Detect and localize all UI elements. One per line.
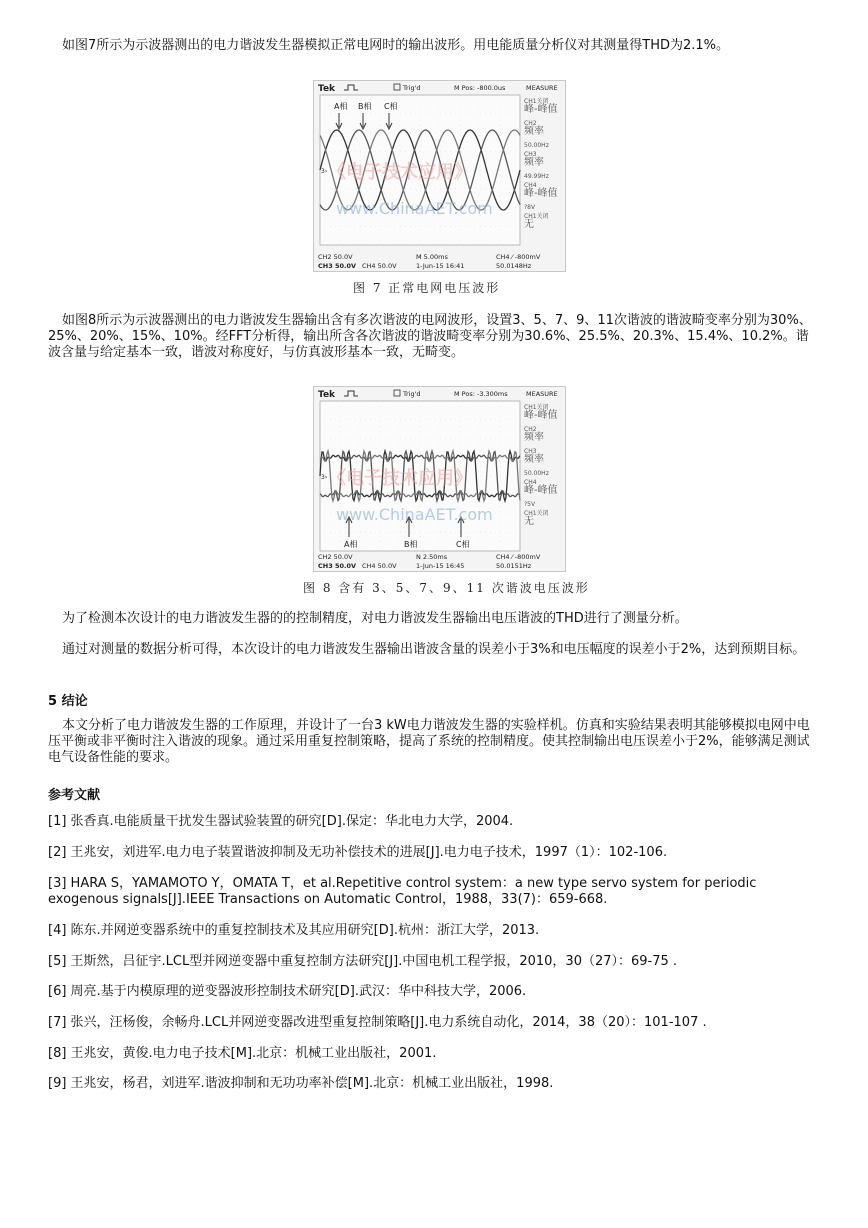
side-menu-item: CH1关闭 bbox=[524, 98, 549, 105]
watermark-cn: 《电子技术应用》 bbox=[328, 468, 472, 489]
reference-item: [9] 王兆安，杨君，刘进军.谐波抑制和无功功率补偿[M].北京：机械工业出版社，1998. bbox=[48, 1076, 554, 1091]
paragraph-conclusion: 本文分析了电力谐波发生器的工作原理，并设计了一台3 kW电力谐波发生器的实验样机。仿真和实验结果表明其能够模拟电网中电压平衡或非平衡时注入谐波的现象。通过采用重复控制策略，提高了系统的控制精度。使其控制输出电压误差小于2%，能够满足测试电气设备性能的要求。 bbox=[48, 718, 810, 765]
side-menu-item: ?5V bbox=[524, 501, 536, 508]
scope-8-graphic bbox=[314, 387, 565, 571]
side-menu-item: 峰-峰值 bbox=[524, 410, 558, 421]
side-menu-item: 频率 bbox=[524, 157, 544, 168]
side-menu-item: 无 bbox=[524, 516, 534, 527]
oscilloscope-figure-7 bbox=[313, 80, 566, 272]
phase-label-3: C相 bbox=[456, 540, 470, 549]
scope-trig-status: Trig'd bbox=[403, 390, 421, 398]
channel-marker: 3› bbox=[321, 474, 328, 481]
section-heading-references: 参考文献 bbox=[48, 788, 101, 803]
reference-item: [2] 王兆安，刘进军.电力电子装置谐波抑制及无功补偿技术的进展[J].电力电子技术，1997（1）：102-106. bbox=[48, 845, 668, 860]
bottom-trigger-level: CH4 ⁄ -800mV bbox=[496, 553, 541, 561]
figure-8-caption: 图 8 含有 3、5、7、9、11 次谐波电压波形 bbox=[303, 581, 590, 595]
phase-label-2: B相 bbox=[358, 102, 372, 111]
phase-label-3: C相 bbox=[384, 102, 398, 111]
phase-label-1: A相 bbox=[334, 102, 348, 111]
side-menu-item: 49.99Hz bbox=[524, 173, 549, 180]
channel-marker: 3› bbox=[321, 168, 328, 175]
scope-7-graphic bbox=[314, 81, 565, 271]
scope-mpos: M Pos: -3.300ms bbox=[454, 390, 508, 398]
trig-box-icon bbox=[394, 84, 400, 90]
paragraph-fig7-intro: 如图7所示为示波器测出的电力谐波发生器模拟正常电网时的输出波形。用电能质量分析仪对其测量得THD为2.1%。 bbox=[62, 38, 730, 53]
reference-item: [7] 张兴，汪杨俊，余畅舟.LCL并网逆变器改进型重复控制策略[J].电力系统自动化，2014，38（20）：101-107 . bbox=[48, 1015, 707, 1030]
bottom-ch4: CH4 50.0V bbox=[362, 562, 397, 570]
section-heading-conclusion: 5 结论 bbox=[48, 694, 88, 709]
side-menu-item: CH4 bbox=[524, 479, 537, 486]
scope-brand: Tek bbox=[318, 84, 336, 94]
side-menu-item: CH1关闭 bbox=[524, 510, 549, 517]
side-menu-item: 峰-峰值 bbox=[524, 188, 558, 199]
trig-box-icon bbox=[394, 390, 400, 396]
side-menu-item: 峰-峰值 bbox=[524, 485, 558, 496]
phase-label-2: B相 bbox=[404, 540, 418, 549]
side-menu-item: 频率 bbox=[524, 126, 544, 137]
reference-item: [8] 王兆安，黄俊.电力电子技术[M].北京：机械工业出版社，2001. bbox=[48, 1046, 437, 1061]
bottom-ch4: CH4 50.0V bbox=[362, 262, 397, 270]
side-menu-item: CH4 bbox=[524, 182, 537, 189]
scope-measure-label: MEASURE bbox=[526, 84, 558, 92]
paragraph-analysis-result: 通过对测量的数据分析可得，本次设计的电力谐波发生器输出谐波含量的误差小于3%和电压幅度的误差小于2%，达到预期目标。 bbox=[62, 642, 806, 657]
oscilloscope-figure-8 bbox=[313, 386, 566, 572]
side-menu-item: CH1关闭 bbox=[524, 404, 549, 411]
scope-measure-label: MEASURE bbox=[526, 390, 558, 398]
trigger-icon bbox=[344, 85, 358, 90]
phase-label-1: A相 bbox=[344, 540, 358, 549]
side-menu-item: 50.00Hz bbox=[524, 470, 549, 477]
bottom-ch2: CH2 50.0V bbox=[318, 253, 353, 261]
bottom-frequency: 50.0151Hz bbox=[496, 562, 532, 570]
side-menu-item: 频率 bbox=[524, 432, 544, 443]
reference-item: [3] HARA S，YAMAMOTO Y，OMATA T，et al.Repetitive control system：a new type servo system for periodic exogenous signals[J].IEEE Transactions on Automatic Control，1988，33(7)：659-668. bbox=[48, 876, 757, 907]
trigger-icon bbox=[344, 391, 358, 396]
paragraph-thd-measurement: 为了检测本次设计的电力谐波发生器的的控制精度，对电力谐波发生器输出电压谐波的THD进行了测量分析。 bbox=[62, 611, 688, 626]
figure-7-caption: 图 7 正常电网电压波形 bbox=[353, 281, 501, 295]
watermark-cn: 《电子技术应用》 bbox=[328, 162, 472, 183]
bottom-timebase: N 2.50ms bbox=[416, 553, 448, 561]
scope-brand: Tek bbox=[318, 390, 336, 400]
bottom-ch3: CH3 50.0V bbox=[318, 562, 357, 570]
scope-mpos: M Pos: -800.0us bbox=[454, 84, 506, 92]
watermark-url: www.ChinaAET.com bbox=[336, 505, 493, 524]
bottom-timebase: M 5.00ms bbox=[416, 253, 448, 261]
bottom-ch2: CH2 50.0V bbox=[318, 553, 353, 561]
side-menu-item: ?8V bbox=[524, 204, 536, 211]
side-menu-item: 50.00Hz bbox=[524, 142, 549, 149]
bottom-frequency: 50.0148Hz bbox=[496, 262, 532, 270]
reference-item: [1] 张香真.电能质量干扰发生器试验装置的研究[D].保定：华北电力大学，2004. bbox=[48, 814, 514, 829]
side-menu-item: 无 bbox=[524, 219, 534, 230]
side-menu-item: CH2 bbox=[524, 120, 537, 127]
reference-item: [4] 陈东.并网逆变器系统中的重复控制技术及其应用研究[D].杭州：浙江大学，2013. bbox=[48, 923, 540, 938]
side-menu-item: CH3 bbox=[524, 151, 537, 158]
bottom-trigger-level: CH4 ⁄ -800mV bbox=[496, 253, 541, 261]
side-menu-item: CH1关闭 bbox=[524, 213, 549, 220]
side-menu-item: CH2 bbox=[524, 426, 537, 433]
reference-item: [5] 王斯然，吕征宇.LCL型并网逆变器中重复控制方法研究[J].中国电机工程学报，2010，30（27）：69-75 . bbox=[48, 954, 678, 969]
side-menu-item: 频率 bbox=[524, 454, 544, 465]
side-menu-item: CH3 bbox=[524, 448, 537, 455]
watermark-url: www.ChinaAET.com bbox=[336, 199, 493, 218]
scope-trig-status: Trig'd bbox=[403, 84, 421, 92]
bottom-ch3: CH3 50.0V bbox=[318, 262, 357, 270]
bottom-date: 1-Jun-15 16:45 bbox=[416, 562, 465, 570]
bottom-date: 1-Jun-15 16:41 bbox=[416, 262, 465, 270]
side-menu-item: 峰-峰值 bbox=[524, 104, 558, 115]
paragraph-fig8-intro: 如图8所示为示波器测出的电力谐波发生器输出含有多次谐波的电网波形，设置3、5、7、9、11次谐波的谐波畸变率分别为30%、25%、20%、15%、10%。经FFT分析得，输出所含各次谐波的谐波畸变率分别为30.6%、25.5%、20.3%、15.4%、10.2%。谐波含量与给定基本一致，谐波对称度好，与仿真波形基本一致，无畸变。 bbox=[48, 313, 812, 360]
reference-item: [6] 周亮.基于内模原理的逆变器波形控制技术研究[D].武汉：华中科技大学，2006. bbox=[48, 984, 527, 999]
